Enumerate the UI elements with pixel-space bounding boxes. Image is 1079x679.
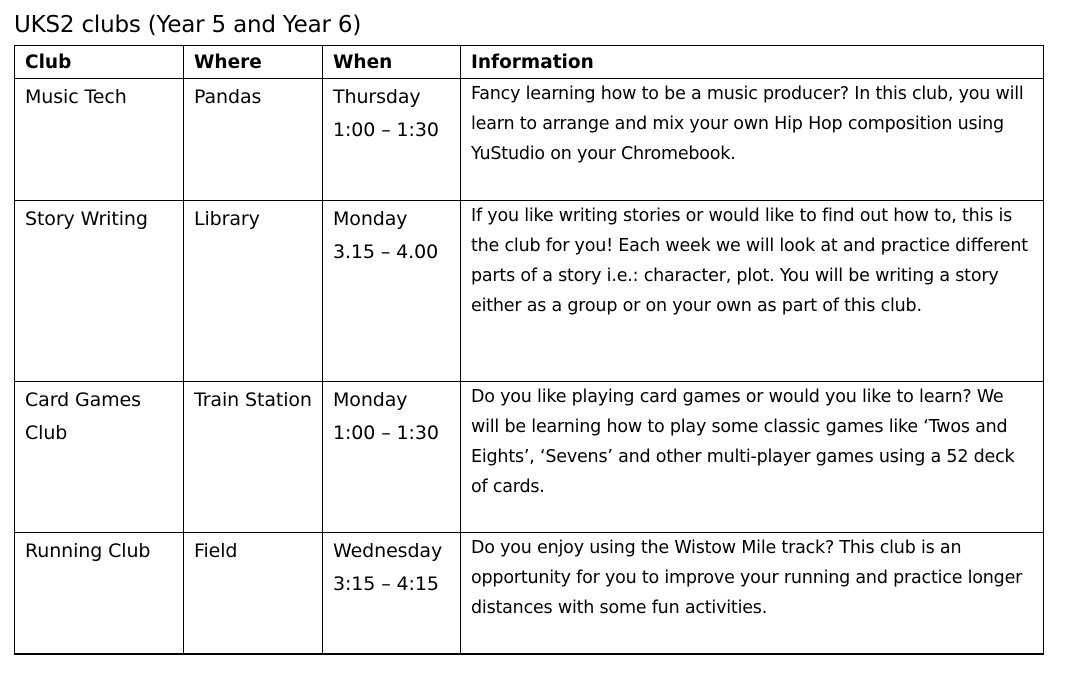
club-name: Story Writing	[25, 208, 148, 230]
club-cell	[15, 533, 184, 655]
information-cell	[461, 382, 1044, 533]
club-day: Thursday	[333, 86, 421, 108]
club-information: Do you enjoy using the Wistow Mile track? This club is an opportunity for you to improve your running and practice longer distances with some fun activities.	[471, 538, 1023, 618]
club-name: Running Club	[25, 540, 151, 562]
club-time: 3.15 – 4.00	[333, 241, 439, 263]
club-information: If you like writing stories or would like to find out how to, this is the club for you! Each week we will look at and practice different parts of a story i.e.: character, plot. You will be writing a story either as a group or on your own as part of this club.	[471, 206, 1028, 316]
club-location: Library	[194, 208, 260, 230]
club-cell	[15, 79, 184, 201]
club-time: 1:00 – 1:30	[333, 119, 439, 141]
page-title: UKS2 clubs (Year 5 and Year 6)	[14, 12, 362, 38]
information-cell	[461, 79, 1044, 201]
when-cell	[323, 201, 461, 382]
club-cell	[15, 201, 184, 382]
column-header-information: Information	[461, 46, 1044, 79]
club-name: Card Games Club	[25, 389, 141, 444]
table-row	[15, 382, 1044, 533]
clubs-table	[14, 45, 1044, 655]
column-header-where: Where	[184, 46, 323, 79]
club-time: 1:00 – 1:30	[333, 422, 439, 444]
when-cell	[323, 382, 461, 533]
information-cell	[461, 201, 1044, 382]
where-cell	[184, 382, 323, 533]
club-day: Wednesday	[333, 540, 443, 562]
club-information: Fancy learning how to be a music producer? In this club, you will learn to arrange and mix your own Hip Hop composition using YuStudio on your Chromebook.	[471, 84, 1024, 164]
club-information: Do you like playing card games or would you like to learn? We will be learning how to play some classic games like ‘Twos and Eights’, ‘Sevens’ and other multi-player games using a 52 deck of cards.	[471, 387, 1015, 497]
where-cell	[184, 201, 323, 382]
column-header-club: Club	[15, 46, 184, 79]
club-name: Music Tech	[25, 86, 127, 108]
club-day: Monday	[333, 208, 408, 230]
where-cell	[184, 79, 323, 201]
table-row	[15, 79, 1044, 201]
table-row	[15, 201, 1044, 382]
club-location: Train Station	[194, 389, 312, 411]
club-location: Pandas	[194, 86, 262, 108]
club-location: Field	[194, 540, 238, 562]
table-row	[15, 533, 1044, 655]
club-cell	[15, 382, 184, 533]
when-cell	[323, 79, 461, 201]
information-cell	[461, 533, 1044, 655]
column-header-when: When	[323, 46, 461, 79]
when-cell	[323, 533, 461, 655]
club-time: 3:15 – 4:15	[333, 573, 439, 595]
club-day: Monday	[333, 389, 408, 411]
table-header-row	[15, 46, 1044, 79]
where-cell	[184, 533, 323, 655]
